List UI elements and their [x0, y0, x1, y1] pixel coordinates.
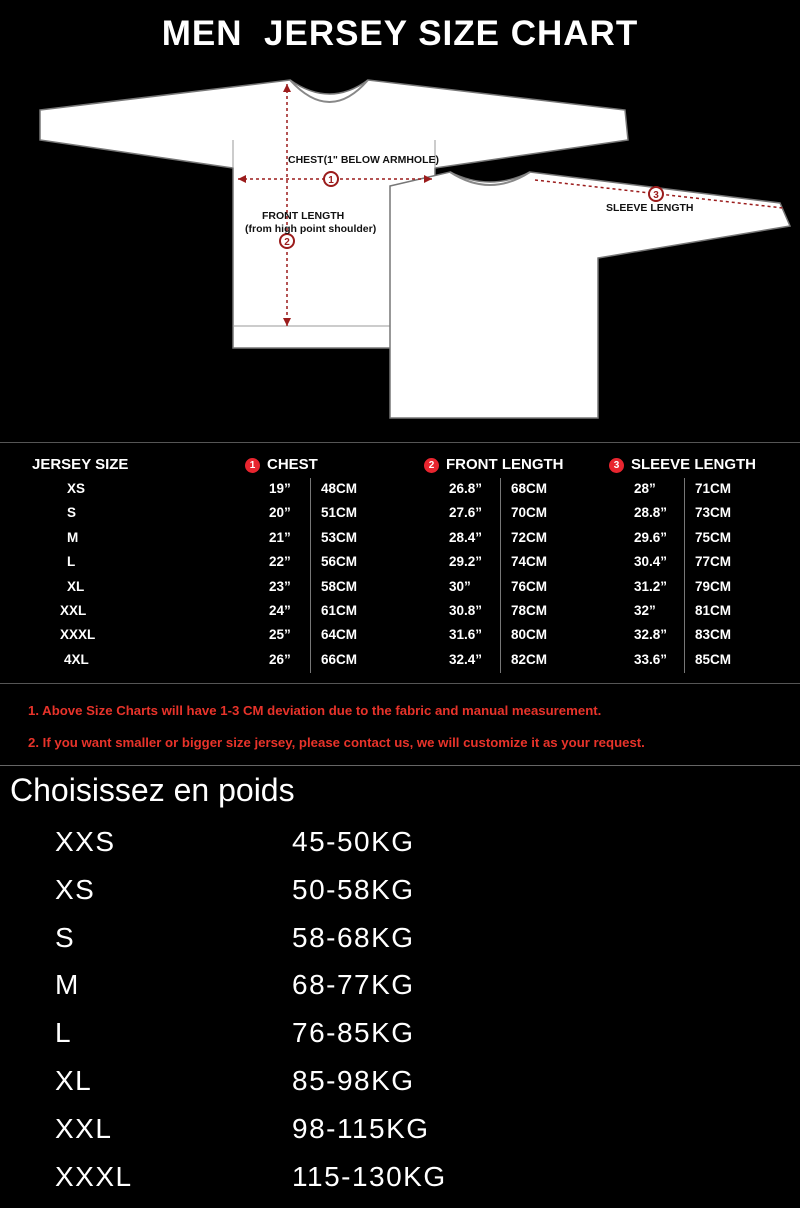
- list-item: [0, 826, 800, 874]
- size-cell: XS: [67, 481, 86, 496]
- table-row: [0, 649, 800, 673]
- marker-2-icon: [280, 234, 294, 248]
- marker-3-icon: 3: [609, 458, 624, 473]
- header-chest: 1 CHEST: [245, 456, 318, 473]
- sleeve-in-cell: 32”: [634, 602, 656, 618]
- sleeve-cm-cell: 75CM: [695, 529, 732, 545]
- weight-size: S: [55, 921, 76, 953]
- chest-in-cell: 21”: [269, 529, 291, 545]
- weight-range: 50-58KG: [292, 873, 415, 905]
- divider: [0, 442, 800, 443]
- sleeve-cm-cell: 73CM: [695, 505, 732, 521]
- sleeve-in-cell: 32.8”: [634, 627, 668, 643]
- chest-in-cell: 22”: [269, 554, 291, 570]
- svg-text:3: 3: [653, 190, 659, 201]
- list-item: [0, 969, 800, 1017]
- marker-3-icon: [649, 187, 663, 201]
- sleeve-cm-cell: 83CM: [695, 627, 732, 643]
- front-cm-cell: 72CM: [511, 529, 548, 545]
- weight-size: XS: [55, 873, 96, 905]
- weight-size: XXS: [55, 826, 116, 857]
- chest-in-cell: 24”: [269, 602, 291, 618]
- sleeve-in-cell: 31.2”: [634, 578, 668, 594]
- marker-1-icon: 1: [245, 458, 260, 473]
- header-jersey-size: JERSEY SIZE: [32, 456, 129, 473]
- chest-label: CHEST(1" BELOW ARMHOLE): [288, 154, 439, 166]
- table-row: [0, 576, 800, 600]
- page-title: MEN JERSEY SIZE CHART: [161, 14, 639, 53]
- weight-table: [0, 826, 800, 1208]
- weight-size: M: [55, 969, 80, 1001]
- sleeve-cm-cell: 79CM: [695, 578, 732, 594]
- sleeve-cm-cell: 71CM: [695, 481, 732, 496]
- marker-1-icon: [324, 172, 338, 186]
- weight-range: 58-68KG: [292, 921, 415, 953]
- chest-cm-cell: 58CM: [321, 578, 358, 594]
- sleeve-in-cell: 30.4”: [634, 554, 668, 570]
- front-in-cell: 27.6”: [449, 505, 483, 521]
- weight-size: L: [55, 1017, 73, 1049]
- sleeve-cm-cell: 85CM: [695, 651, 732, 667]
- jersey-diagram: [0, 68, 800, 436]
- table-row: [0, 624, 800, 648]
- weight-range: 115-130KG: [292, 1160, 447, 1192]
- list-item: [0, 1161, 800, 1208]
- chest-cm-cell: 51CM: [321, 505, 358, 521]
- size-cell: XXL: [60, 602, 87, 618]
- table-row: [0, 551, 800, 575]
- size-table: [0, 478, 800, 673]
- weight-range: 45-50KG: [292, 826, 415, 857]
- svg-text:1: 1: [328, 175, 334, 186]
- weight-range: 85-98KG: [292, 1064, 415, 1096]
- header-sleeve-length: 3 SLEEVE LENGTH: [609, 456, 756, 473]
- header-front-length: 2 FRONT LENGTH: [424, 456, 564, 473]
- chest-in-cell: 19”: [269, 481, 291, 496]
- chest-cm-cell: 66CM: [321, 651, 358, 667]
- front-cm-cell: 80CM: [511, 627, 548, 643]
- sleeve-in-cell: 33.6”: [634, 651, 668, 667]
- back-jersey-shape: [390, 172, 790, 418]
- chest-in-cell: 26”: [269, 651, 291, 667]
- size-cell: XXXL: [60, 627, 96, 643]
- jersey-illustration: [0, 68, 800, 436]
- weight-size: XXXL: [55, 1160, 133, 1192]
- chest-cm-cell: 53CM: [321, 529, 358, 545]
- chest-cm-cell: 64CM: [321, 627, 358, 643]
- front-cm-cell: 82CM: [511, 651, 548, 667]
- size-cell: XL: [67, 578, 85, 594]
- size-cell: M: [67, 529, 79, 545]
- front-length-sublabel: (from high point shoulder): [245, 223, 377, 235]
- size-cell: L: [67, 554, 76, 570]
- front-in-cell: 31.6”: [449, 627, 483, 643]
- sleeve-length-label: SLEEVE LENGTH: [606, 202, 694, 214]
- svg-text:2: 2: [284, 237, 290, 248]
- list-item: [0, 1113, 800, 1161]
- list-item: [0, 1065, 800, 1113]
- sleeve-in-cell: 28.8”: [634, 505, 668, 521]
- table-row: [0, 527, 800, 551]
- weight-range: 68-77KG: [292, 969, 415, 1001]
- divider: [0, 765, 800, 766]
- sleeve-cm-cell: 81CM: [695, 602, 732, 618]
- table-row: [0, 478, 800, 502]
- front-in-cell: 30.8”: [449, 602, 483, 618]
- front-in-cell: 32.4”: [449, 651, 483, 667]
- front-in-cell: 26.8”: [449, 481, 483, 496]
- front-length-label: FRONT LENGTH: [262, 210, 345, 222]
- size-cell: 4XL: [64, 651, 89, 667]
- front-in-cell: 29.2”: [449, 554, 483, 570]
- front-in-cell: 30”: [449, 578, 471, 594]
- front-cm-cell: 74CM: [511, 554, 548, 570]
- weight-range: 76-85KG: [292, 1017, 415, 1049]
- front-cm-cell: 68CM: [511, 481, 548, 496]
- chest-in-cell: 25”: [269, 627, 291, 643]
- sleeve-in-cell: 28”: [634, 481, 656, 496]
- weight-size: XL: [55, 1064, 93, 1096]
- sleeve-in-cell: 29.6”: [634, 529, 668, 545]
- chest-cm-cell: 56CM: [321, 554, 358, 570]
- front-cm-cell: 70CM: [511, 505, 548, 521]
- table-row: [0, 502, 800, 526]
- list-item: [0, 922, 800, 970]
- chest-in-cell: 23”: [269, 578, 291, 594]
- front-cm-cell: 76CM: [511, 578, 548, 594]
- table-row: [0, 600, 800, 624]
- note-deviation: 1. Above Size Charts will have 1-3 CM deviation due to the fabric and manual measurement.: [28, 703, 602, 718]
- list-item: [0, 874, 800, 922]
- front-in-cell: 28.4”: [449, 529, 483, 545]
- divider: [0, 683, 800, 684]
- size-cell: S: [67, 505, 77, 521]
- note-customize: 2. If you want smaller or bigger size jersey, please contact us, we will customize it as your request.: [28, 735, 645, 750]
- marker-2-icon: 2: [424, 458, 439, 473]
- weight-size: XXL: [55, 1112, 113, 1144]
- sleeve-cm-cell: 77CM: [695, 554, 732, 570]
- chest-in-cell: 20”: [269, 505, 291, 521]
- chest-cm-cell: 61CM: [321, 602, 358, 618]
- weight-range: 98-115KG: [292, 1112, 430, 1144]
- weight-section-title: Choisissez en poids: [10, 772, 295, 808]
- front-cm-cell: 78CM: [511, 602, 548, 618]
- list-item: [0, 1017, 800, 1065]
- chest-cm-cell: 48CM: [321, 481, 358, 496]
